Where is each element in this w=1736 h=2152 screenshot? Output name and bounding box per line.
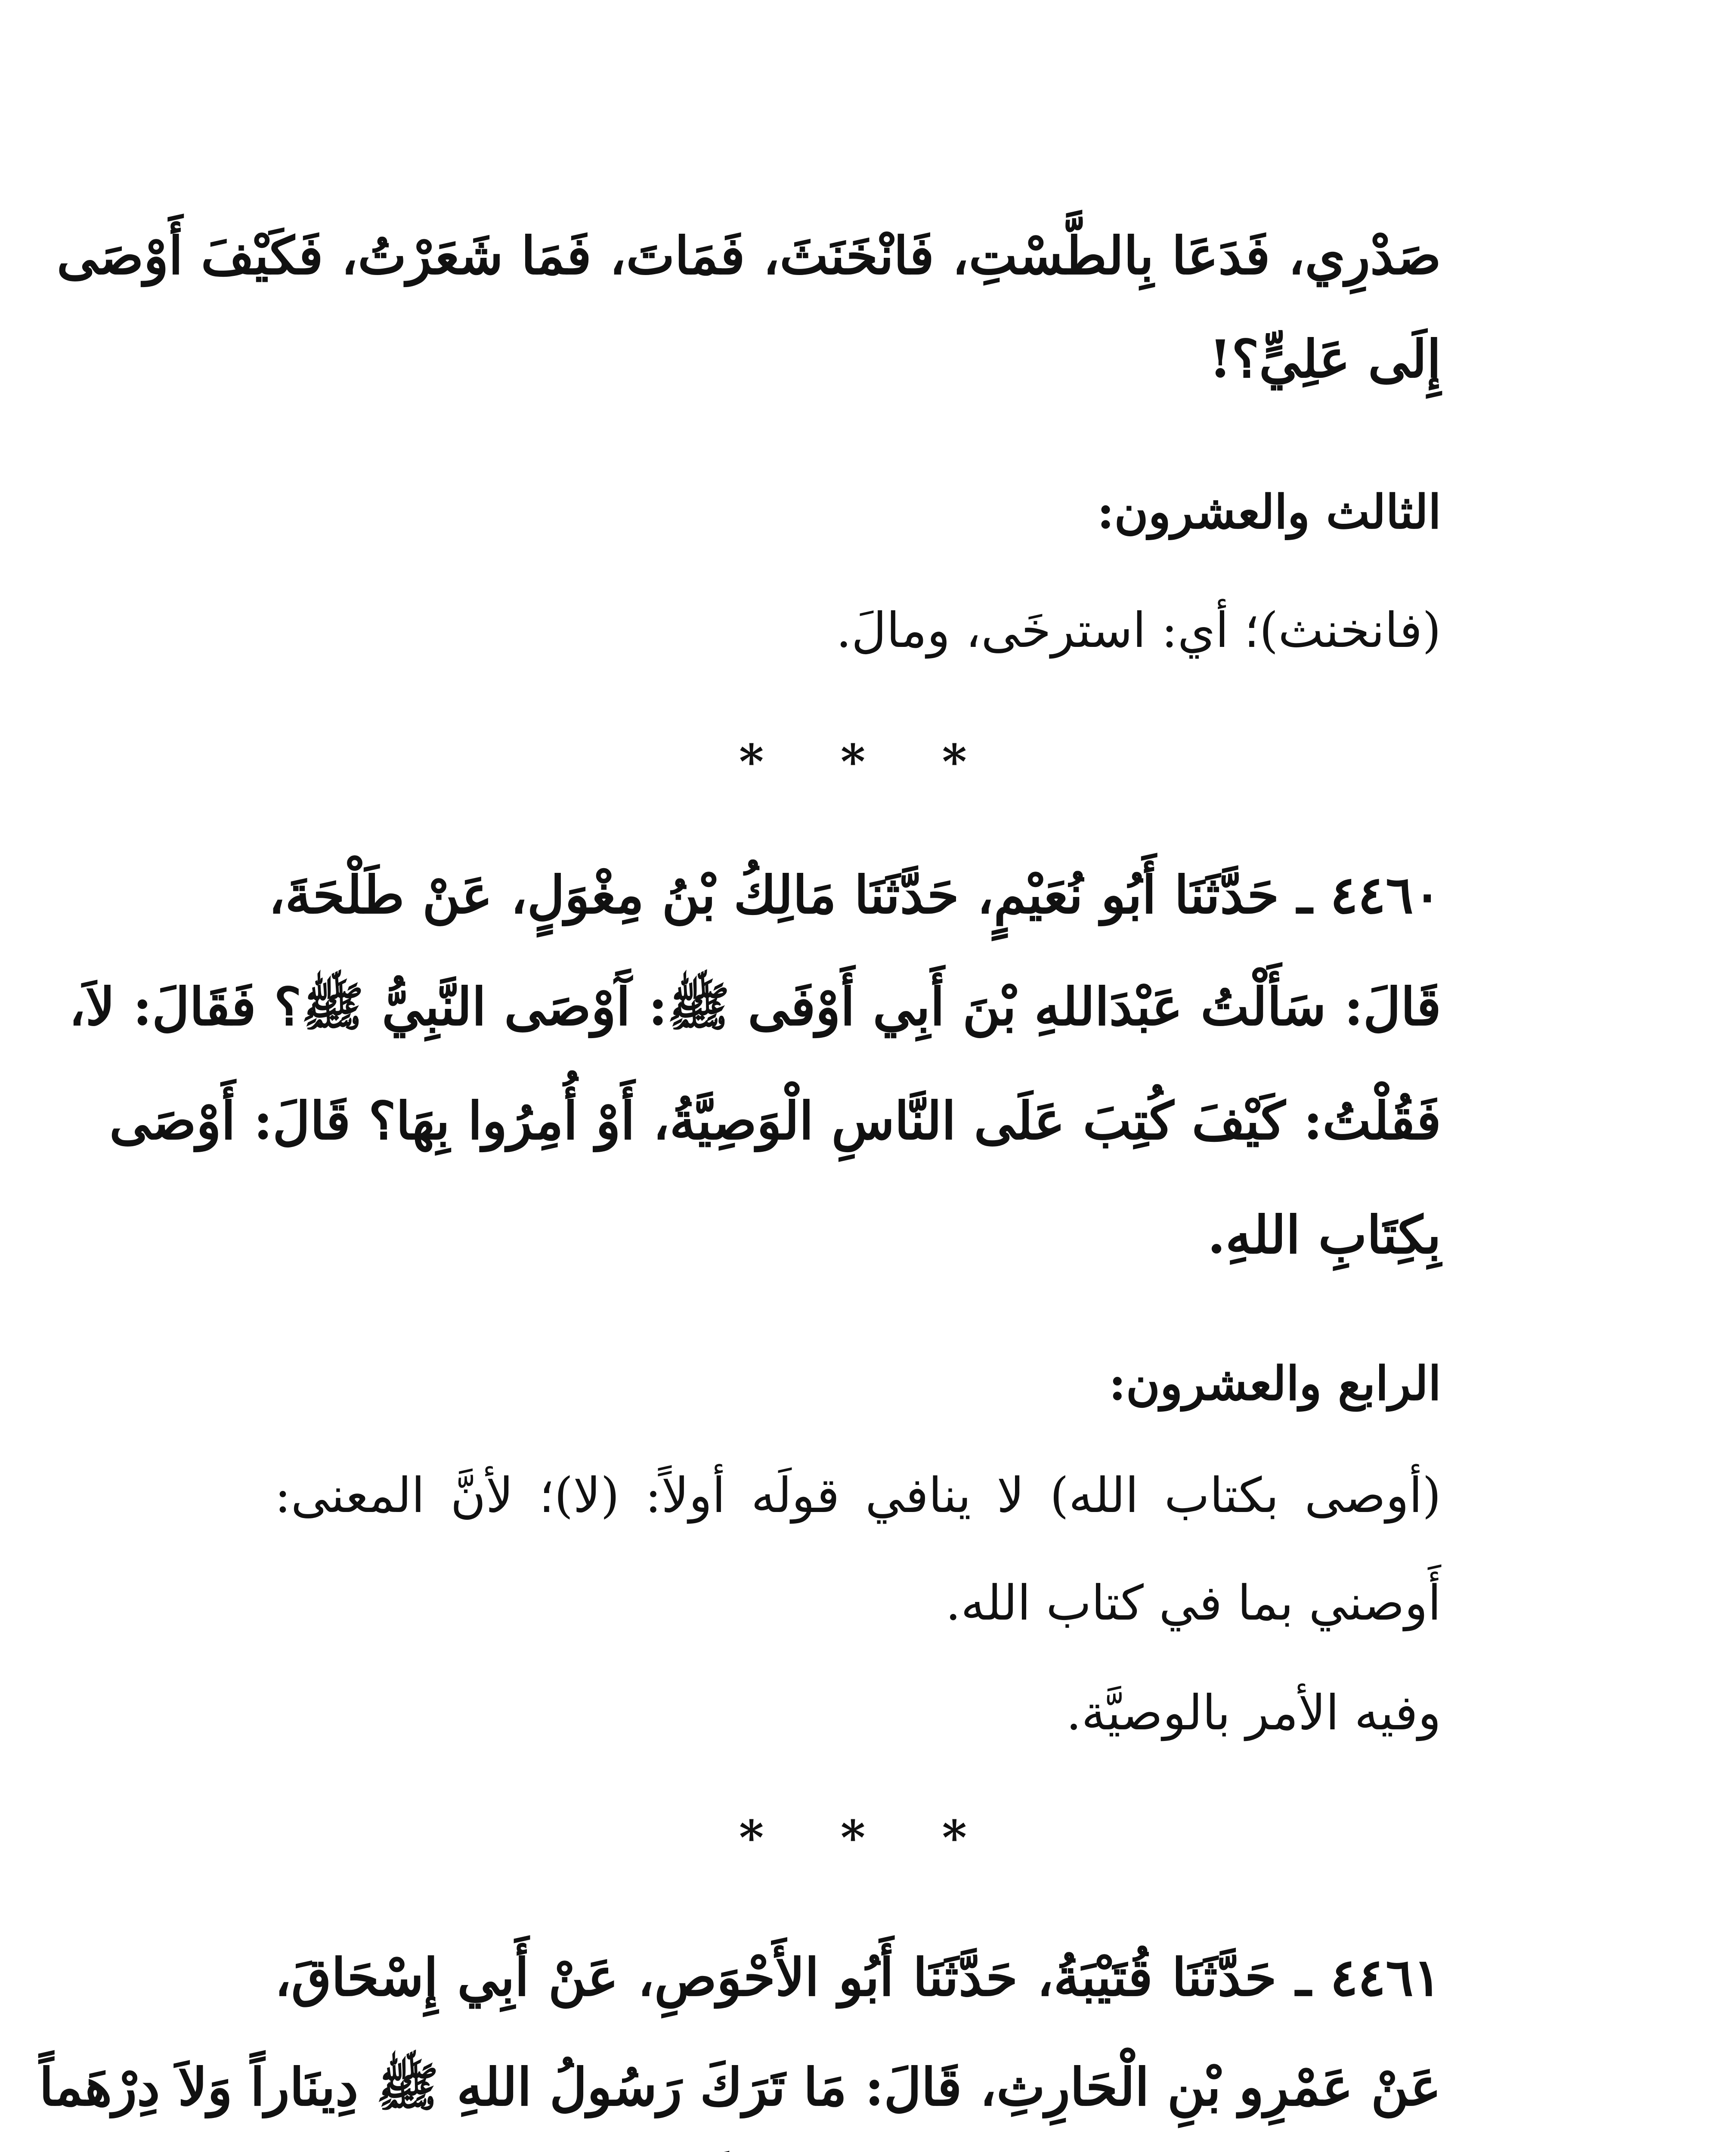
section-heading: الرابع والعشرون: <box>1108 1357 1441 1411</box>
text-line: إِلَى عَلِيٍّ؟! <box>1209 329 1441 390</box>
text-line: صَدْرِي، فَدَعَا بِالطَّسْتِ، فَانْخَنَثَ، فَمَاتَ، فَمَا شَعَرْتُ، فَكَيْفَ أَوْصَى <box>56 226 1441 286</box>
hadith-line: عَنْ عَمْرِو بْنِ الْحَارِثِ، قَالَ: مَا تَرَكَ رَسُولُ اللهِ ﷺ دِينَاراً وَلاَ دِرْهَماً <box>39 2057 1441 2118</box>
hadith-line: ٤٤٦٠ ـ حَدَّثَنَا أَبُو نُعَيْمٍ، حَدَّثَنَا مَالِكُ بْنُ مِغْوَلٍ، عَنْ طَلْحَةَ، <box>268 865 1441 925</box>
hadith-line: ٤٤٦١ ـ حَدَّثَنَا قُتَيْبَةُ، حَدَّثَنَا أَبُو الأَحْوَصِ، عَنْ أَبِي إِسْحَاقَ، <box>275 1947 1441 2008</box>
commentary-line: (فانخنث)؛ أي: استرخَى، ومالَ. <box>836 603 1441 659</box>
hadith-line: بِكِتَابِ اللهِ. <box>1207 1205 1441 1265</box>
section-separator: * * * <box>739 734 997 789</box>
commentary-line: وفيه الأمر بالوصيَّة. <box>1066 1685 1441 1741</box>
hadith-line: فَقُلْتُ: كَيْفَ كُتِبَ عَلَى النَّاسِ الْوَصِيَّةُ، أَوْ أُمِرُوا بِهَا؟ قَالَ: أَوْصَى <box>109 1091 1441 1151</box>
commentary-line: (أوصى بكتاب الله) لا ينافي قولَه أولاً: (لا)؛ لأنَّ المعنى: <box>275 1468 1441 1524</box>
section-heading: الثالث والعشرون: <box>1097 485 1441 539</box>
hadith-line: قَالَ: سَأَلْتُ عَبْدَاللهِ بْنَ أَبِي أَوْفَى ﷺ: آَوْصَى النَّبِيُّ ﷺ؟ فَقَالَ: لاَ، <box>68 977 1441 1037</box>
commentary-line: أَوصني بما في كتاب الله. <box>945 1575 1441 1631</box>
section-separator: * * * <box>739 1810 997 1865</box>
